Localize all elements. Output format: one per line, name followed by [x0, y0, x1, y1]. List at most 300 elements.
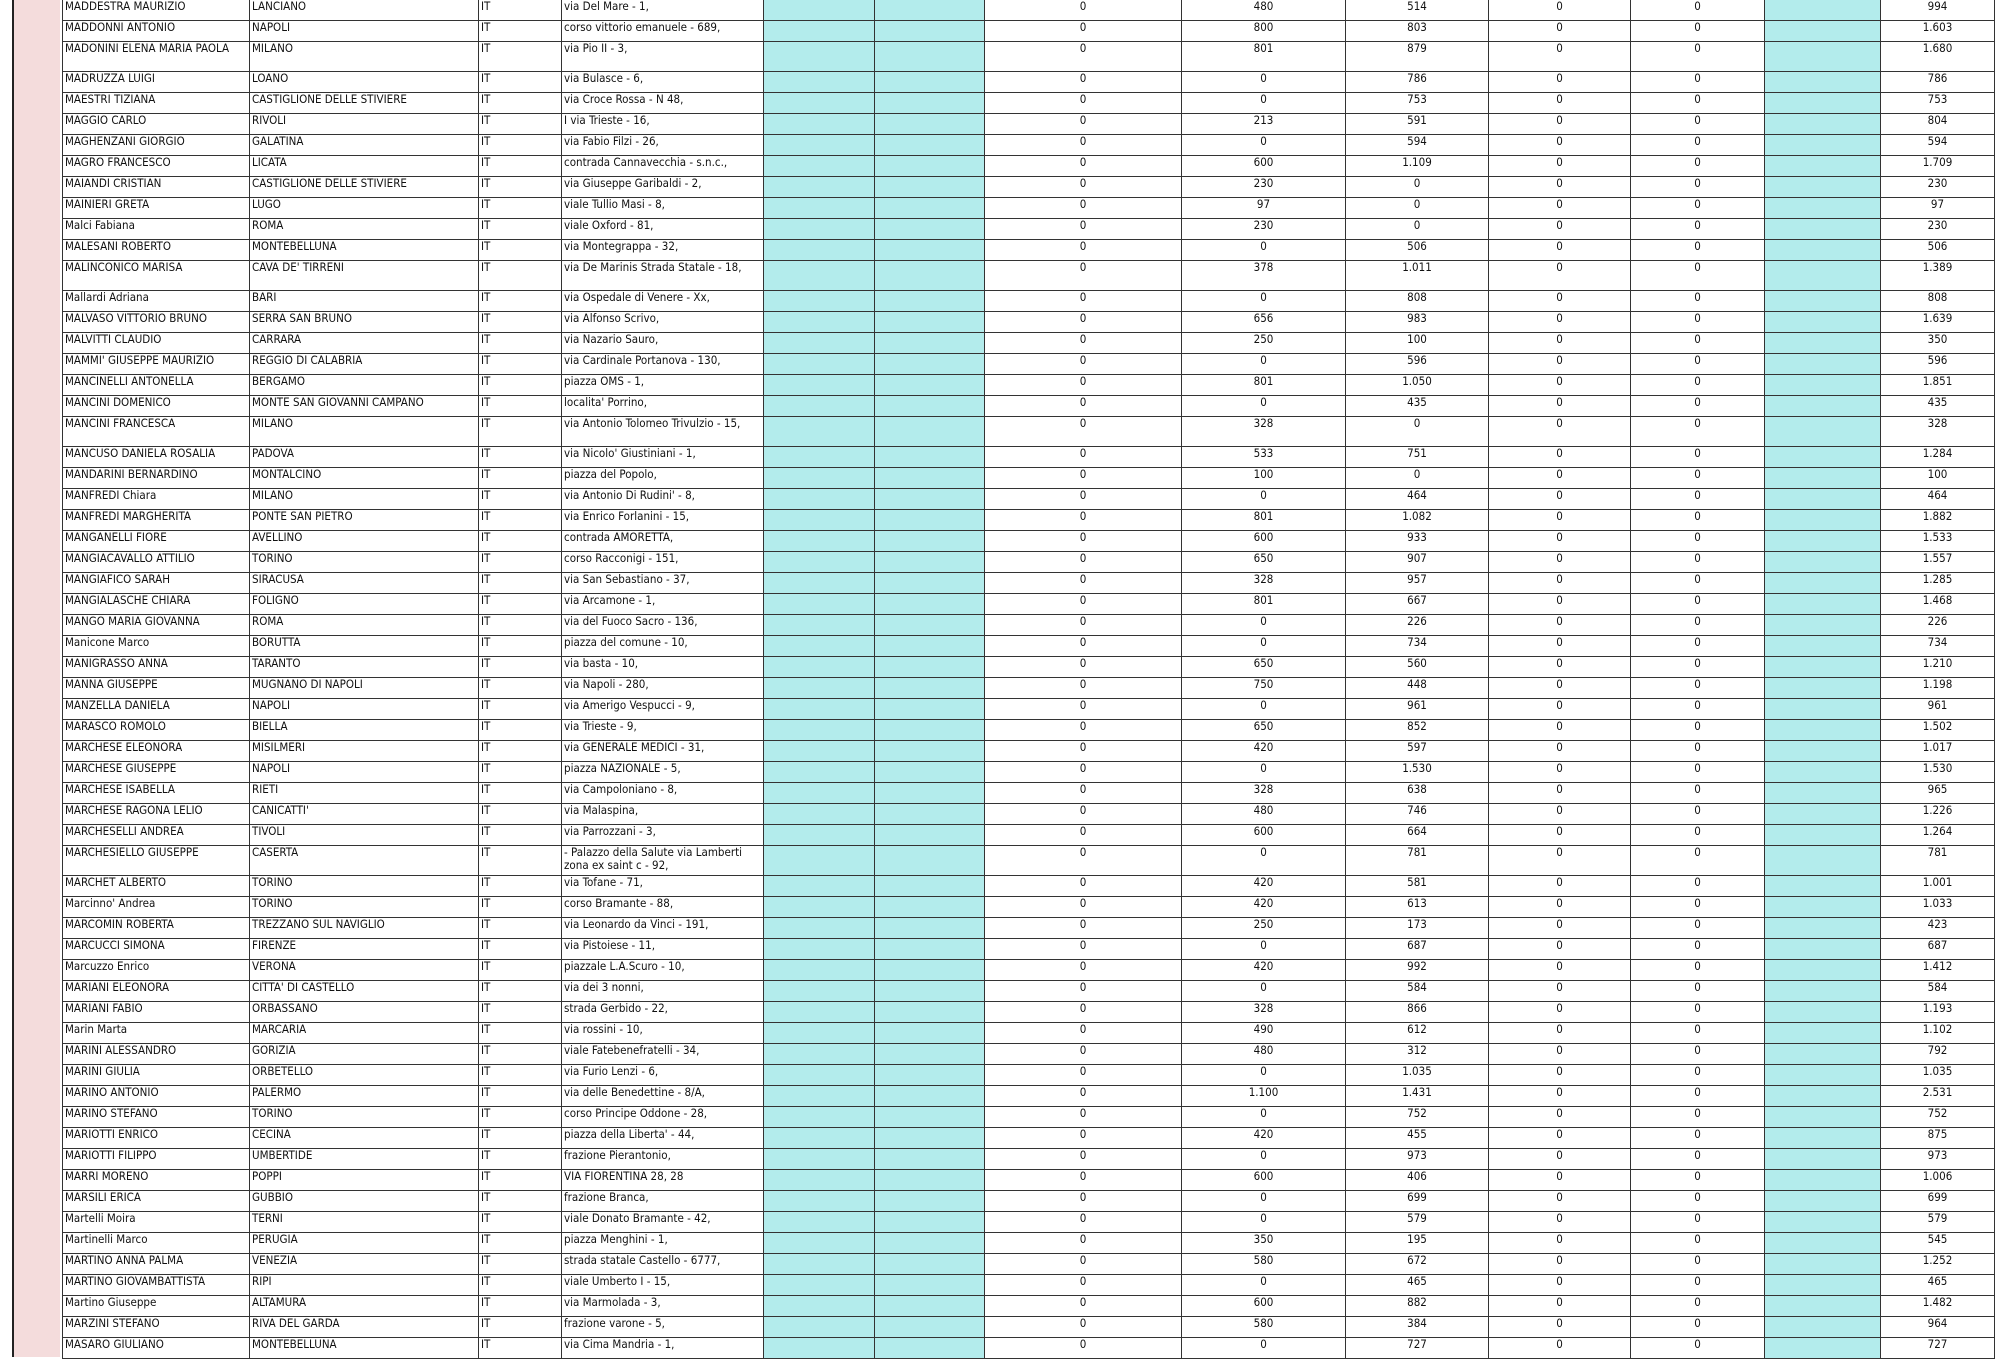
cell-name: MARASCO ROMOLO: [63, 720, 250, 741]
cell-name: MARINI GIULIA: [63, 1065, 250, 1086]
cell-value-2: 0: [1182, 93, 1346, 114]
cell-empty-c: [1765, 354, 1881, 375]
cell-empty-b: [875, 354, 985, 375]
cell-empty-a: [764, 468, 875, 489]
cell-value-4: 0: [1489, 783, 1631, 804]
cell-value-4: 0: [1489, 333, 1631, 354]
cell-value-4: 0: [1489, 1128, 1631, 1149]
cell-city: FOLIGNO: [250, 594, 479, 615]
cell-empty-b: [875, 0, 985, 21]
cell-name: MARCUCCI SIMONA: [63, 939, 250, 960]
cell-value-3: 514: [1346, 0, 1489, 21]
table-row: [63, 1338, 1995, 1359]
cell-value-3: 638: [1346, 783, 1489, 804]
table-row: [63, 42, 1995, 72]
cell-value-5: 0: [1631, 1338, 1765, 1359]
table-row: [63, 531, 1995, 552]
cell-city: GORIZIA: [250, 1044, 479, 1065]
table-row: [63, 846, 1995, 876]
cell-address: via Ospedale di Venere - Xx,: [562, 291, 764, 312]
cell-empty-b: [875, 939, 985, 960]
cell-value-1: 0: [985, 21, 1182, 42]
table-row: [63, 1212, 1995, 1233]
cell-empty-c: [1765, 1212, 1881, 1233]
cell-name: MAGRO FRANCESCO: [63, 156, 250, 177]
cell-value-5: 0: [1631, 762, 1765, 783]
cell-total: 1.252: [1881, 1254, 1995, 1275]
cell-empty-b: [875, 1002, 985, 1023]
cell-empty-c: [1765, 825, 1881, 846]
cell-value-1: 0: [985, 876, 1182, 897]
cell-city: CARRARA: [250, 333, 479, 354]
cell-name: MANCINELLI ANTONELLA: [63, 375, 250, 396]
cell-value-4: 0: [1489, 657, 1631, 678]
cell-value-3: 957: [1346, 573, 1489, 594]
cell-value-2: 0: [1182, 135, 1346, 156]
cell-country: IT: [479, 240, 562, 261]
cell-value-5: 0: [1631, 804, 1765, 825]
cell-empty-c: [1765, 720, 1881, 741]
cell-empty-b: [875, 531, 985, 552]
cell-value-2: 0: [1182, 1191, 1346, 1212]
cell-value-5: 0: [1631, 1212, 1765, 1233]
cell-value-3: 195: [1346, 1233, 1489, 1254]
cell-city: NAPOLI: [250, 699, 479, 720]
left-margin-strip: [12, 0, 60, 1357]
cell-total: 1.530: [1881, 762, 1995, 783]
cell-total: 596: [1881, 354, 1995, 375]
cell-name: Marin Marta: [63, 1023, 250, 1044]
cell-empty-a: [764, 240, 875, 261]
cell-value-3: 613: [1346, 897, 1489, 918]
cell-empty-a: [764, 678, 875, 699]
cell-empty-c: [1765, 1044, 1881, 1065]
cell-empty-b: [875, 1191, 985, 1212]
cell-address: via Furio Lenzi - 6,: [562, 1065, 764, 1086]
cell-empty-c: [1765, 468, 1881, 489]
cell-empty-c: [1765, 21, 1881, 42]
cell-empty-c: [1765, 1002, 1881, 1023]
cell-value-2: 580: [1182, 1254, 1346, 1275]
table-row: [63, 636, 1995, 657]
cell-value-3: 100: [1346, 333, 1489, 354]
cell-value-4: 0: [1489, 1107, 1631, 1128]
cell-empty-a: [764, 396, 875, 417]
cell-country: IT: [479, 741, 562, 762]
cell-value-4: 0: [1489, 1002, 1631, 1023]
cell-value-4: 0: [1489, 417, 1631, 447]
cell-value-4: 0: [1489, 960, 1631, 981]
cell-total: 230: [1881, 219, 1995, 240]
cell-country: IT: [479, 114, 562, 135]
cell-value-5: 0: [1631, 240, 1765, 261]
cell-empty-a: [764, 510, 875, 531]
cell-address: piazza della Liberta' - 44,: [562, 1128, 764, 1149]
cell-empty-b: [875, 699, 985, 720]
cell-value-5: 0: [1631, 594, 1765, 615]
cell-address: via San Sebastiano - 37,: [562, 573, 764, 594]
cell-total: 781: [1881, 846, 1995, 876]
cell-value-5: 0: [1631, 552, 1765, 573]
cell-empty-a: [764, 1065, 875, 1086]
cell-address: via delle Benedettine - 8/A,: [562, 1086, 764, 1107]
table-row: [63, 741, 1995, 762]
cell-value-5: 0: [1631, 447, 1765, 468]
cell-city: CASTIGLIONE DELLE STIVIERE: [250, 177, 479, 198]
cell-value-3: 406: [1346, 1170, 1489, 1191]
cell-total: 350: [1881, 333, 1995, 354]
cell-empty-b: [875, 1275, 985, 1296]
cell-value-5: 0: [1631, 177, 1765, 198]
cell-value-4: 0: [1489, 804, 1631, 825]
cell-name: MALINCONICO MARISA: [63, 261, 250, 291]
cell-city: GALATINA: [250, 135, 479, 156]
cell-value-1: 0: [985, 939, 1182, 960]
cell-empty-a: [764, 333, 875, 354]
cell-name: MARZINI STEFANO: [63, 1317, 250, 1338]
table-row: [63, 198, 1995, 219]
cell-value-3: 455: [1346, 1128, 1489, 1149]
table-row: [63, 417, 1995, 447]
cell-empty-b: [875, 1254, 985, 1275]
cell-name: MARIANI FABIO: [63, 1002, 250, 1023]
cell-value-2: 0: [1182, 615, 1346, 636]
cell-value-2: 420: [1182, 876, 1346, 897]
cell-empty-b: [875, 762, 985, 783]
cell-total: 1.264: [1881, 825, 1995, 846]
cell-value-2: 600: [1182, 1170, 1346, 1191]
cell-city: CASTIGLIONE DELLE STIVIERE: [250, 93, 479, 114]
cell-city: RIPI: [250, 1275, 479, 1296]
cell-value-1: 0: [985, 636, 1182, 657]
cell-value-4: 0: [1489, 510, 1631, 531]
cell-value-1: 0: [985, 1086, 1182, 1107]
cell-empty-a: [764, 552, 875, 573]
cell-empty-a: [764, 1338, 875, 1359]
cell-value-1: 0: [985, 93, 1182, 114]
table-row: [63, 1086, 1995, 1107]
cell-value-2: 0: [1182, 939, 1346, 960]
cell-value-5: 0: [1631, 1191, 1765, 1212]
cell-total: 687: [1881, 939, 1995, 960]
cell-address: corso vittorio emanuele - 689,: [562, 21, 764, 42]
cell-empty-c: [1765, 1254, 1881, 1275]
cell-value-1: 0: [985, 156, 1182, 177]
cell-empty-b: [875, 42, 985, 72]
cell-empty-a: [764, 219, 875, 240]
cell-value-5: 0: [1631, 876, 1765, 897]
cell-value-3: 464: [1346, 489, 1489, 510]
cell-total: 1.001: [1881, 876, 1995, 897]
cell-empty-a: [764, 657, 875, 678]
cell-empty-a: [764, 960, 875, 981]
cell-city: ROMA: [250, 615, 479, 636]
cell-total: 1.017: [1881, 741, 1995, 762]
cell-total: 100: [1881, 468, 1995, 489]
cell-value-1: 0: [985, 42, 1182, 72]
cell-empty-c: [1765, 135, 1881, 156]
table-row: [63, 960, 1995, 981]
cell-address: via Enrico Forlanini - 15,: [562, 510, 764, 531]
cell-empty-c: [1765, 291, 1881, 312]
cell-value-5: 0: [1631, 72, 1765, 93]
cell-address: via Pistoiese - 11,: [562, 939, 764, 960]
cell-value-1: 0: [985, 447, 1182, 468]
cell-value-5: 0: [1631, 1254, 1765, 1275]
cell-value-2: 328: [1182, 573, 1346, 594]
cell-empty-b: [875, 825, 985, 846]
cell-city: MILANO: [250, 489, 479, 510]
cell-value-4: 0: [1489, 489, 1631, 510]
cell-total: 1.284: [1881, 447, 1995, 468]
cell-empty-c: [1765, 1149, 1881, 1170]
cell-empty-b: [875, 981, 985, 1002]
cell-value-2: 328: [1182, 783, 1346, 804]
cell-empty-a: [764, 918, 875, 939]
cell-value-3: 0: [1346, 468, 1489, 489]
cell-value-2: 1.100: [1182, 1086, 1346, 1107]
cell-city: TARANTO: [250, 657, 479, 678]
table-row: [63, 981, 1995, 1002]
cell-empty-a: [764, 135, 875, 156]
cell-value-4: 0: [1489, 876, 1631, 897]
cell-country: IT: [479, 354, 562, 375]
cell-empty-a: [764, 825, 875, 846]
cell-empty-c: [1765, 489, 1881, 510]
cell-empty-b: [875, 177, 985, 198]
cell-name: MARRI MORENO: [63, 1170, 250, 1191]
cell-value-3: 983: [1346, 312, 1489, 333]
cell-value-2: 800: [1182, 21, 1346, 42]
cell-value-3: 1.011: [1346, 261, 1489, 291]
cell-city: MONTE SAN GIOVANNI CAMPANO: [250, 396, 479, 417]
cell-country: IT: [479, 447, 562, 468]
cell-country: IT: [479, 375, 562, 396]
cell-value-1: 0: [985, 1065, 1182, 1086]
cell-address: via Malaspina,: [562, 804, 764, 825]
cell-value-2: 250: [1182, 918, 1346, 939]
cell-country: IT: [479, 636, 562, 657]
cell-value-3: 751: [1346, 447, 1489, 468]
cell-empty-a: [764, 177, 875, 198]
table-row: [63, 1002, 1995, 1023]
cell-value-4: 0: [1489, 21, 1631, 42]
cell-country: IT: [479, 1023, 562, 1044]
cell-value-5: 0: [1631, 825, 1765, 846]
cell-value-2: 0: [1182, 1212, 1346, 1233]
cell-value-4: 0: [1489, 573, 1631, 594]
cell-city: AVELLINO: [250, 531, 479, 552]
cell-value-4: 0: [1489, 93, 1631, 114]
cell-city: BERGAMO: [250, 375, 479, 396]
table-row: [63, 135, 1995, 156]
cell-total: 699: [1881, 1191, 1995, 1212]
cell-value-1: 0: [985, 981, 1182, 1002]
cell-value-4: 0: [1489, 1296, 1631, 1317]
cell-name: MARTINO ANNA PALMA: [63, 1254, 250, 1275]
cell-empty-b: [875, 741, 985, 762]
table-row: [63, 876, 1995, 897]
cell-total: 594: [1881, 135, 1995, 156]
cell-value-5: 0: [1631, 1128, 1765, 1149]
cell-name: MARCOMIN ROBERTA: [63, 918, 250, 939]
cell-empty-c: [1765, 447, 1881, 468]
table-row: [63, 21, 1995, 42]
cell-empty-a: [764, 72, 875, 93]
cell-city: TREZZANO SUL NAVIGLIO: [250, 918, 479, 939]
cell-name: MADONINI ELENA MARIA PAOLA: [63, 42, 250, 72]
cell-value-4: 0: [1489, 939, 1631, 960]
cell-empty-c: [1765, 510, 1881, 531]
cell-total: 875: [1881, 1128, 1995, 1149]
cell-total: 1.502: [1881, 720, 1995, 741]
cell-empty-b: [875, 333, 985, 354]
cell-address: via Montegrappa - 32,: [562, 240, 764, 261]
cell-value-1: 0: [985, 198, 1182, 219]
cell-empty-c: [1765, 1191, 1881, 1212]
cell-empty-c: [1765, 198, 1881, 219]
cell-city: MARCARIA: [250, 1023, 479, 1044]
cell-value-3: 808: [1346, 291, 1489, 312]
cell-empty-c: [1765, 960, 1881, 981]
cell-address: corso Principe Oddone - 28,: [562, 1107, 764, 1128]
cell-address: via Del Mare - 1,: [562, 0, 764, 21]
cell-value-5: 0: [1631, 678, 1765, 699]
cell-empty-b: [875, 219, 985, 240]
cell-name: MANDARINI BERNARDINO: [63, 468, 250, 489]
cell-empty-a: [764, 42, 875, 72]
cell-empty-c: [1765, 939, 1881, 960]
cell-country: IT: [479, 1170, 562, 1191]
cell-empty-b: [875, 1065, 985, 1086]
cell-total: 545: [1881, 1233, 1995, 1254]
cell-country: IT: [479, 762, 562, 783]
cell-empty-b: [875, 552, 985, 573]
cell-empty-a: [764, 804, 875, 825]
cell-city: MISILMERI: [250, 741, 479, 762]
table-row: [63, 1275, 1995, 1296]
cell-value-4: 0: [1489, 1044, 1631, 1065]
cell-total: 1.102: [1881, 1023, 1995, 1044]
cell-country: IT: [479, 219, 562, 240]
cell-value-4: 0: [1489, 312, 1631, 333]
cell-value-1: 0: [985, 72, 1182, 93]
cell-country: IT: [479, 897, 562, 918]
cell-value-4: 0: [1489, 678, 1631, 699]
cell-empty-b: [875, 396, 985, 417]
cell-total: 727: [1881, 1338, 1995, 1359]
cell-name: MADDONNI ANTONIO: [63, 21, 250, 42]
cell-empty-b: [875, 114, 985, 135]
cell-name: Marcuzzo Enrico: [63, 960, 250, 981]
cell-total: 961: [1881, 699, 1995, 720]
cell-address: via basta - 10,: [562, 657, 764, 678]
cell-value-1: 0: [985, 1275, 1182, 1296]
cell-value-3: 1.082: [1346, 510, 1489, 531]
cell-address: via Cardinale Portanova - 130,: [562, 354, 764, 375]
cell-address: - Palazzo della Salute via Lamberti zona ex saint c - 92,: [562, 846, 764, 876]
cell-value-5: 0: [1631, 375, 1765, 396]
cell-empty-a: [764, 1149, 875, 1170]
cell-empty-c: [1765, 1065, 1881, 1086]
cell-value-3: 699: [1346, 1191, 1489, 1212]
cell-value-5: 0: [1631, 615, 1765, 636]
cell-value-3: 1.109: [1346, 156, 1489, 177]
cell-country: IT: [479, 1149, 562, 1170]
table-row: [63, 396, 1995, 417]
cell-city: ROMA: [250, 219, 479, 240]
cell-address: I via Trieste - 16,: [562, 114, 764, 135]
cell-city: FIRENZE: [250, 939, 479, 960]
cell-empty-b: [875, 573, 985, 594]
cell-city: TORINO: [250, 1107, 479, 1128]
cell-value-5: 0: [1631, 636, 1765, 657]
cell-empty-b: [875, 1086, 985, 1107]
cell-empty-b: [875, 417, 985, 447]
cell-value-2: 378: [1182, 261, 1346, 291]
cell-address: piazzale L.A.Scuro - 10,: [562, 960, 764, 981]
cell-value-1: 0: [985, 177, 1182, 198]
cell-value-3: 781: [1346, 846, 1489, 876]
cell-value-4: 0: [1489, 741, 1631, 762]
cell-value-3: 786: [1346, 72, 1489, 93]
cell-value-2: 0: [1182, 291, 1346, 312]
cell-value-2: 0: [1182, 72, 1346, 93]
cell-value-1: 0: [985, 825, 1182, 846]
cell-address: via GENERALE MEDICI - 31,: [562, 741, 764, 762]
cell-country: IT: [479, 594, 562, 615]
cell-value-5: 0: [1631, 699, 1765, 720]
cell-empty-b: [875, 615, 985, 636]
cell-empty-c: [1765, 918, 1881, 939]
cell-address: via Marmolada - 3,: [562, 1296, 764, 1317]
cell-address: via Tofane - 71,: [562, 876, 764, 897]
cell-country: IT: [479, 804, 562, 825]
table-row: [63, 552, 1995, 573]
cell-value-5: 0: [1631, 1233, 1765, 1254]
cell-empty-a: [764, 1086, 875, 1107]
cell-country: IT: [479, 417, 562, 447]
cell-city: POPPI: [250, 1170, 479, 1191]
cell-value-4: 0: [1489, 615, 1631, 636]
cell-country: IT: [479, 615, 562, 636]
cell-value-3: 933: [1346, 531, 1489, 552]
cell-address: piazza Menghini - 1,: [562, 1233, 764, 1254]
cell-value-2: 0: [1182, 846, 1346, 876]
cell-empty-b: [875, 312, 985, 333]
cell-total: 973: [1881, 1149, 1995, 1170]
cell-value-5: 0: [1631, 741, 1765, 762]
cell-name: MANGANELLI FIORE: [63, 531, 250, 552]
cell-name: MAESTRI TIZIANA: [63, 93, 250, 114]
cell-city: VERONA: [250, 960, 479, 981]
cell-address: strada statale Castello - 6777,: [562, 1254, 764, 1275]
cell-value-3: 667: [1346, 594, 1489, 615]
cell-empty-b: [875, 135, 985, 156]
cell-name: MAMMI' GIUSEPPE MAURIZIO: [63, 354, 250, 375]
cell-empty-c: [1765, 1023, 1881, 1044]
cell-empty-c: [1765, 93, 1881, 114]
cell-value-1: 0: [985, 741, 1182, 762]
cell-value-4: 0: [1489, 447, 1631, 468]
cell-address: via Trieste - 9,: [562, 720, 764, 741]
table-row: [63, 219, 1995, 240]
cell-city: MONTEBELLUNA: [250, 1338, 479, 1359]
cell-value-3: 1.431: [1346, 1086, 1489, 1107]
cell-country: IT: [479, 396, 562, 417]
cell-value-4: 0: [1489, 261, 1631, 291]
cell-city: LOANO: [250, 72, 479, 93]
